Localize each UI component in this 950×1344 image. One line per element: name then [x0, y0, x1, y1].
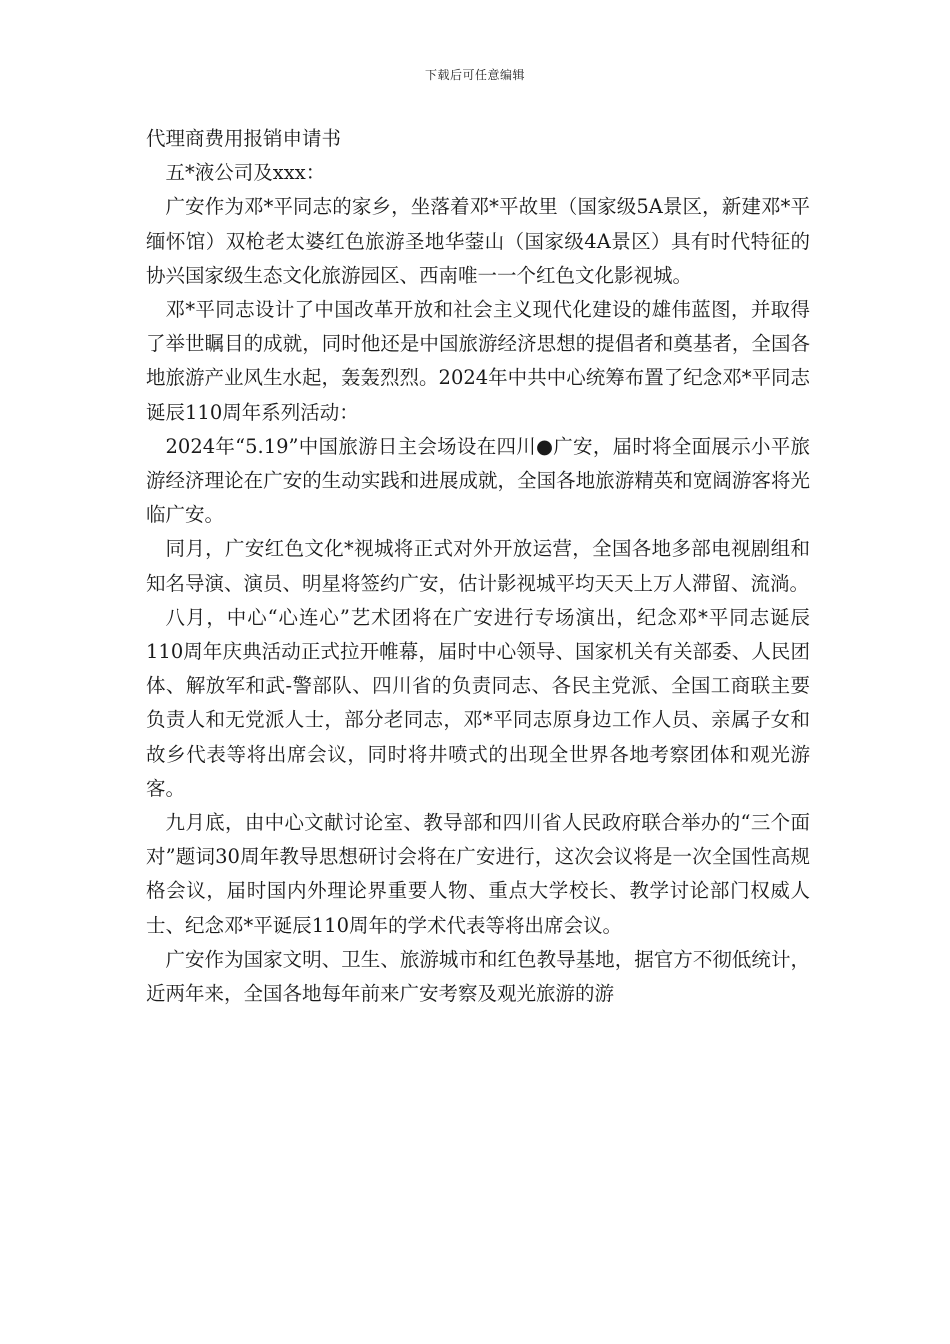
document-title: 代理商费用报销申请书	[146, 127, 342, 150]
paragraph: 邓*平同志设计了中国改革开放和社会主义现代化建设的雄伟蓝图，并取得了举世瞩目的成就，同时他还是中国旅游经济思想的提倡者和奠基者，全国各地旅游产业风生水起，轰轰烈烈。2024年中共中心统筹布置了纪念邓*平同志诞辰110周年系列活动：	[146, 298, 810, 424]
paragraph: 九月底，由中心文献讨论室、教导部和四川省人民政府联合举办的“三个面对”题词30周年教导思想研讨会将在广安进行，这次会议将是一次全国性高规格会议，届时国内外理论界重要人物、重点大学校长、教学讨论部门权威人士、纪念邓*平诞辰110周年的学术代表等将出席会议。	[146, 811, 810, 937]
salutation: 五*液公司及xxx：	[165, 161, 326, 185]
header-note: 下载后可任意编辑	[424, 68, 525, 82]
paragraph: 八月，中心“心连心”艺术团将在广安进行专场演出，纪念邓*平同志诞辰110周年庆典活动正式拉开帷幕，届时中心领导、国家机关有关部委、人民团体、解放军和武-警部队、四川省的负责同志、各民主党派、全国工商联主要负责人和无党派人士，部分老同志，邓*平同志原身边工作人员、亲属子女和故乡代表等将出席会议，同时将井喷式的出现全世界各地考察团体和观光游客。	[146, 605, 810, 800]
paragraph: 广安作为国家文明、卫生、旅游城市和红色教导基地，据官方不彻低统计，近两年来，全国各地每年前来广安考察及观光旅游的游	[146, 947, 810, 1006]
paragraph: 2024年“5.19”中国旅游日主会场设在四川●广安，届时将全面展示小平旅游经济理论在广安的生动实践和进展成就，全国各地旅游精英和宽阔游客将光临广安。	[146, 434, 810, 527]
paragraph: 同月，广安红色文化*视城将正式对外开放运营，全国各地多部电视剧组和知名导演、演员、明星将签约广安，估计影视城平均天天上万人滞留、流淌。	[146, 537, 810, 595]
paragraph: 广安作为邓*平同志的家乡，坐落着邓*平故里（国家级5A景区，新建邓*平缅怀馆）双枪老太婆红色旅游圣地华蓥山（国家级4A景区）具有时代特征的协兴国家级生态文化旅游园区、西南唯一一个红色文化影视城。	[146, 195, 810, 287]
document-body	[146, 122, 810, 1011]
